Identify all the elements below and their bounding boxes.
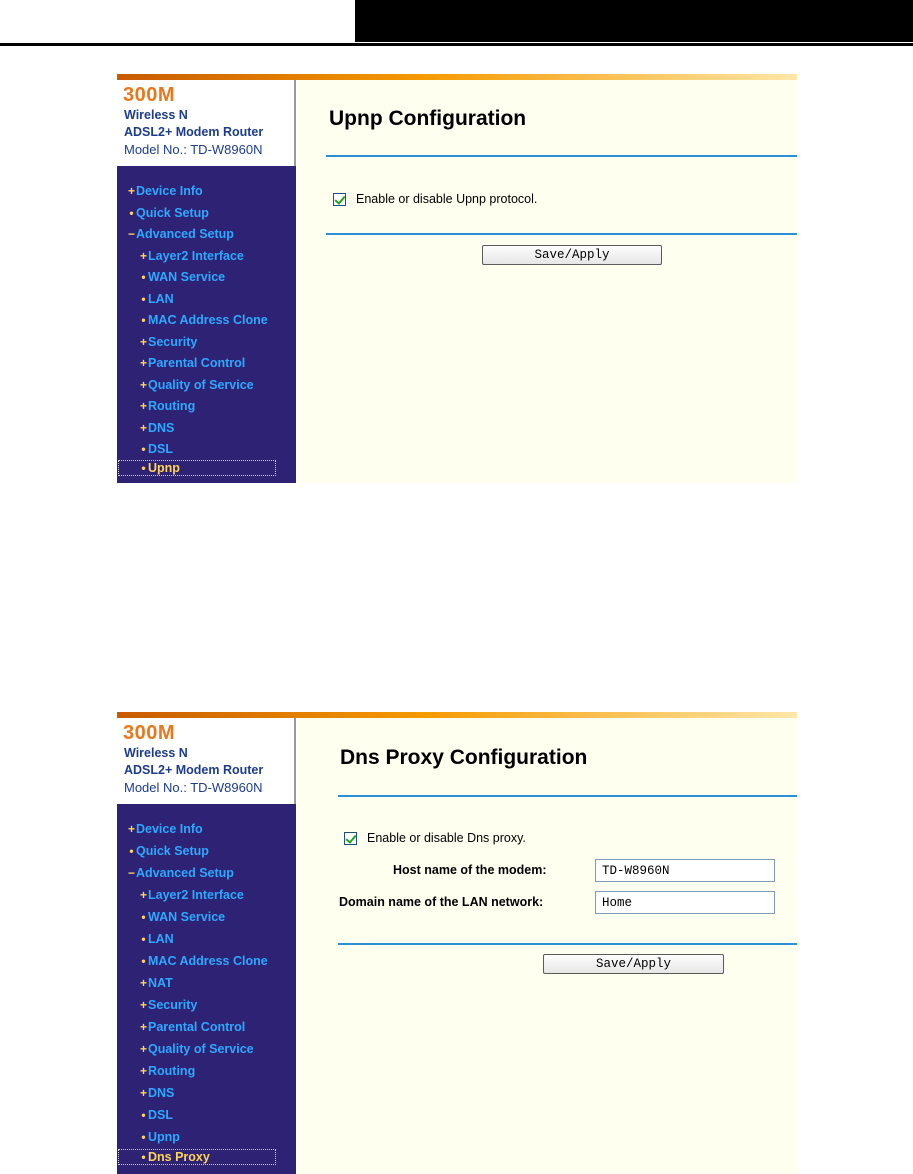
domain-name-input[interactable] xyxy=(595,891,775,914)
brand-speed: 300M xyxy=(123,84,176,106)
nav-item-dns-proxy[interactable]: • Dns Proxy xyxy=(118,1149,276,1165)
nav-item-quality-of-service[interactable]: +Quality of Service xyxy=(139,378,254,392)
dns-proxy-config-screenshot xyxy=(117,712,797,1174)
nav-item-upnp[interactable]: • Upnp xyxy=(139,1130,180,1146)
expand-plus-icon: + xyxy=(139,1020,147,1034)
nav-item-wan-service[interactable]: • WAN Service xyxy=(139,910,225,926)
divider xyxy=(338,943,797,945)
nav-item-advanced-setup[interactable]: −Advanced Setup xyxy=(127,866,234,880)
nav-item-security[interactable]: +Security xyxy=(139,998,198,1012)
brand-line-2: ADSL2+ Modem Router xyxy=(124,763,264,777)
nav-item-layer2-interface[interactable]: +Layer2 Interface xyxy=(139,888,244,902)
expand-plus-icon: + xyxy=(127,184,135,198)
content-panel xyxy=(298,80,797,483)
expand-plus-icon: + xyxy=(139,1086,147,1100)
sidebar xyxy=(117,718,296,1174)
nav-item-wan-service[interactable]: • WAN Service xyxy=(139,270,225,286)
bullet-icon: • xyxy=(141,442,146,456)
page-title: Dns Proxy Configuration xyxy=(340,746,588,769)
bullet-icon: • xyxy=(141,292,146,306)
bullet-icon: • xyxy=(141,910,146,924)
bullet-icon: • xyxy=(141,932,146,946)
nav-item-dsl[interactable]: • DSL xyxy=(139,1108,173,1124)
host-name-input[interactable] xyxy=(595,859,775,882)
dns-proxy-enable-label: Enable or disable Dns proxy. xyxy=(367,831,526,845)
nav-item-nat[interactable]: +NAT xyxy=(139,976,173,990)
document-header-rule xyxy=(0,43,913,46)
brand-line-2: ADSL2+ Modem Router xyxy=(124,125,264,139)
nav-item-routing[interactable]: +Routing xyxy=(139,1064,196,1078)
bullet-icon: • xyxy=(141,1108,146,1122)
expand-plus-icon: + xyxy=(139,976,147,990)
nav-item-device-info[interactable]: +Device Info xyxy=(127,822,203,836)
save-apply-button[interactable]: Save/Apply xyxy=(482,245,662,265)
sidebar xyxy=(117,80,296,483)
brand-line-1: Wireless N xyxy=(124,108,188,122)
bullet-icon: • xyxy=(141,270,146,284)
nav-item-dns[interactable]: +DNS xyxy=(139,1086,175,1100)
expand-plus-icon: + xyxy=(139,335,147,349)
nav-item-lan[interactable]: • LAN xyxy=(139,932,174,948)
nav-item-parental-control[interactable]: +Parental Control xyxy=(139,356,246,370)
brand-model: Model No.: TD-W8960N xyxy=(124,780,263,795)
nav-item-quality-of-service[interactable]: +Quality of Service xyxy=(139,1042,254,1056)
brand-model: Model No.: TD-W8960N xyxy=(124,142,263,157)
brand-panel xyxy=(117,718,296,804)
nav-item-mac-address-clone[interactable]: • MAC Address Clone xyxy=(139,954,268,970)
dns-proxy-enable-row xyxy=(344,831,526,845)
bullet-icon: • xyxy=(141,461,146,475)
expand-plus-icon: + xyxy=(139,249,147,263)
nav-item-routing[interactable]: +Routing xyxy=(139,399,196,413)
divider xyxy=(326,233,797,235)
divider xyxy=(338,795,797,797)
expand-plus-icon: + xyxy=(139,1042,147,1056)
nav-item-quick-setup[interactable]: • Quick Setup xyxy=(127,206,209,222)
expand-plus-icon: + xyxy=(139,888,147,902)
nav-item-upnp[interactable]: • Upnp xyxy=(118,460,276,476)
expand-plus-icon: + xyxy=(127,822,135,836)
nav-item-device-info[interactable]: +Device Info xyxy=(127,184,203,198)
collapse-minus-icon: − xyxy=(127,227,135,241)
brand-panel xyxy=(117,80,296,166)
bullet-icon: • xyxy=(129,206,134,220)
nav-item-parental-control[interactable]: +Parental Control xyxy=(139,1020,246,1034)
dns-proxy-enable-checkbox[interactable] xyxy=(344,832,357,845)
nav-item-security[interactable]: +Security xyxy=(139,335,198,349)
upnp-enable-row xyxy=(333,192,537,206)
upnp-enable-label: Enable or disable Upnp protocol. xyxy=(356,192,538,206)
expand-plus-icon: + xyxy=(139,399,147,413)
nav-item-dns[interactable]: +DNS xyxy=(139,421,175,435)
divider xyxy=(326,155,797,157)
expand-plus-icon: + xyxy=(139,378,147,392)
host-name-label: Host name of the modem: xyxy=(393,863,547,877)
nav-item-advanced-setup[interactable]: −Advanced Setup xyxy=(127,227,234,241)
expand-plus-icon: + xyxy=(139,998,147,1012)
bullet-icon: • xyxy=(129,844,134,858)
content-panel xyxy=(298,718,797,1174)
bullet-icon: • xyxy=(141,1150,146,1164)
brand-line-1: Wireless N xyxy=(124,746,188,760)
nav-item-mac-address-clone[interactable]: • MAC Address Clone xyxy=(139,313,268,329)
collapse-minus-icon: − xyxy=(127,866,135,880)
expand-plus-icon: + xyxy=(139,421,147,435)
nav-item-quick-setup[interactable]: • Quick Setup xyxy=(127,844,209,860)
document-header-bar xyxy=(355,0,913,42)
bullet-icon: • xyxy=(141,313,146,327)
page-title: Upnp Configuration xyxy=(329,107,527,130)
expand-plus-icon: + xyxy=(139,356,147,370)
upnp-enable-checkbox[interactable] xyxy=(333,193,346,206)
expand-plus-icon: + xyxy=(139,1064,147,1078)
bullet-icon: • xyxy=(141,954,146,968)
save-apply-button[interactable]: Save/Apply xyxy=(543,954,724,974)
domain-name-label: Domain name of the LAN network: xyxy=(339,895,544,909)
brand-speed: 300M xyxy=(123,722,176,744)
bullet-icon: • xyxy=(141,1130,146,1144)
nav-item-lan[interactable]: • LAN xyxy=(139,292,174,308)
upnp-config-screenshot xyxy=(117,74,797,483)
nav-item-layer2-interface[interactable]: +Layer2 Interface xyxy=(139,249,244,263)
nav-item-dsl[interactable]: • DSL xyxy=(139,442,173,458)
